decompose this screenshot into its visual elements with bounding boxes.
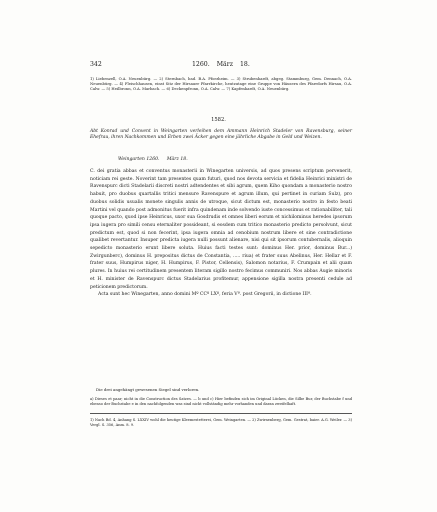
page-header bbox=[90, 61, 352, 71]
textual-footnote-text: a) Dieses et paar; nicht in die Construction des Satzes. — b und c) Hier befinden sich im Original Lücken, die Silbe Bur, der Buchstabe f und ebenso der Buchstabe e in den nachfolgenden was sind nicht vollständig mehr vorhanden und daran zweifelhaft. bbox=[90, 397, 352, 406]
preceding-footnotes-text: 1) Liebenzell, O.A. Neuenbürg. — 2) Sternbach, bad. B.A. Pforzheim. — 3) Strubenhardt, abgeg. Stammburg, Gem. Dennach, O.A. Neuenbürg. — 4) Fleischhausen, einst Sitz der Hirsauer Pfarrkirche, heutzutage eine Gruppe von Häusern des Pfarrdorfs Hirsau, O.A. Calw. — 5) Heilbronn, O.A. Marbach. — 6) Deckenpfronn, O.A. Calw. — 7) Kapfenhardt, O.A. Neuenbürg. bbox=[90, 77, 352, 92]
header-day: 18. bbox=[239, 61, 250, 68]
page-number: 342 bbox=[90, 61, 102, 68]
place-date-line bbox=[118, 157, 318, 162]
header-date bbox=[192, 61, 257, 68]
textual-footnote bbox=[90, 397, 352, 407]
numbered-footnotes bbox=[90, 418, 352, 428]
charter-text bbox=[90, 168, 352, 299]
preceding-footnotes bbox=[90, 77, 352, 93]
charter-closing: Acta sunt hec Winegarten, anno domini Mº CCº LXº, feria Vª. post Gregorii, in dictione IIIª. bbox=[98, 292, 312, 298]
date: März 18. bbox=[166, 157, 188, 162]
document-number: 1582. bbox=[211, 117, 226, 123]
regest-summary: Abt Konrad und Convent in Weingarten verleihen dem Ammann Heinrich Stadeler von Ravensburg, seiner Ehefrau, ihren Nachkommen und Erben zwei Äcker gegen eine jährliche Abgabe in Geld und Weizen. bbox=[90, 129, 352, 141]
header-year: 1260. bbox=[192, 61, 210, 68]
charter-body: C. dei gratia abbas et conventus monasterii in Winegarten universis, ad quos presens scriptum pervenerit, noticiam rei geste. Noverint tam presentes quam futuri, quod nos devota servicia et fidelia Heinrici ministri de Ravenspurc dicti Stadelarii discreti nostri adtendentes et sibi agrum, quem Kiho quondam a monasterio nostro habuit, pro duobus quartallis tritici mensure Ravenspure et agrum illum, qui pertinet in curiam Sulz), pro duobus solidis usualis monete singulis annis de utroque, sicut dictum est, monasterio nostro in festo beati Martini vel quando post admonitus fuerit infra quindenam inde solvendo iuste concessimus et rationabiliter, tali quoque pacto, quod ipse Heinricus, uxor sua Gosdrudis et omnes liberi eorum et nichilominus heredes ipsorum ipsa iugera pro simili censu eternaliter possideant, si eosdem cum tritico monasterio predicto persolvunt, sicut predictum est, quod si non fecerint, ipsa iugera omnia ad cenobium nostrum libere et sine contradictione qualibet revertantur. Insuper predicta iugera nulli possunt alienare, nisi qui sit ipsorum contubernalis, alioquin sepedicto monasterio erunt libere soluta. Huius facti testes sunt: dominus Her. prior, dominus Bur...) Zwirgunberc), dominus H. prepositus dictus de Constantia, ..... riua) et frater suus Abelinus, Her. Hellar et F. frater suus, Humpirus niger, H. Humpirus, F. Pistor, Cellensis), Salomon notarius, F. Crumpain et alii quam plures. In huius rei certitudinem presentem literam sigillo nostro fecimus communiri. Nos abbas Augie minoris et H. minister de Ravenspurc dictus Stadelarius profitemur, appensione sigilla nostra presenti cedule ad peticionem predictorum. bbox=[90, 169, 352, 290]
header-month: März bbox=[216, 61, 233, 68]
footnote-divider bbox=[90, 413, 352, 414]
seal-note: Die drei angehängt gewesenen Siegel sind verloren. bbox=[96, 387, 200, 392]
place: Weingarten 1260. bbox=[118, 157, 160, 162]
footnote-item: 1) Nach Bd. 4, Anhang S. LXXIV wohl die heutige Kleemestetterei, Gem. Weingarten. — 2) Zwirnenberg, Gem. Gestrat, baier. A.G. Weiler. — 3) Vergl. S. 356, Anm. 8. 9. bbox=[90, 418, 352, 427]
